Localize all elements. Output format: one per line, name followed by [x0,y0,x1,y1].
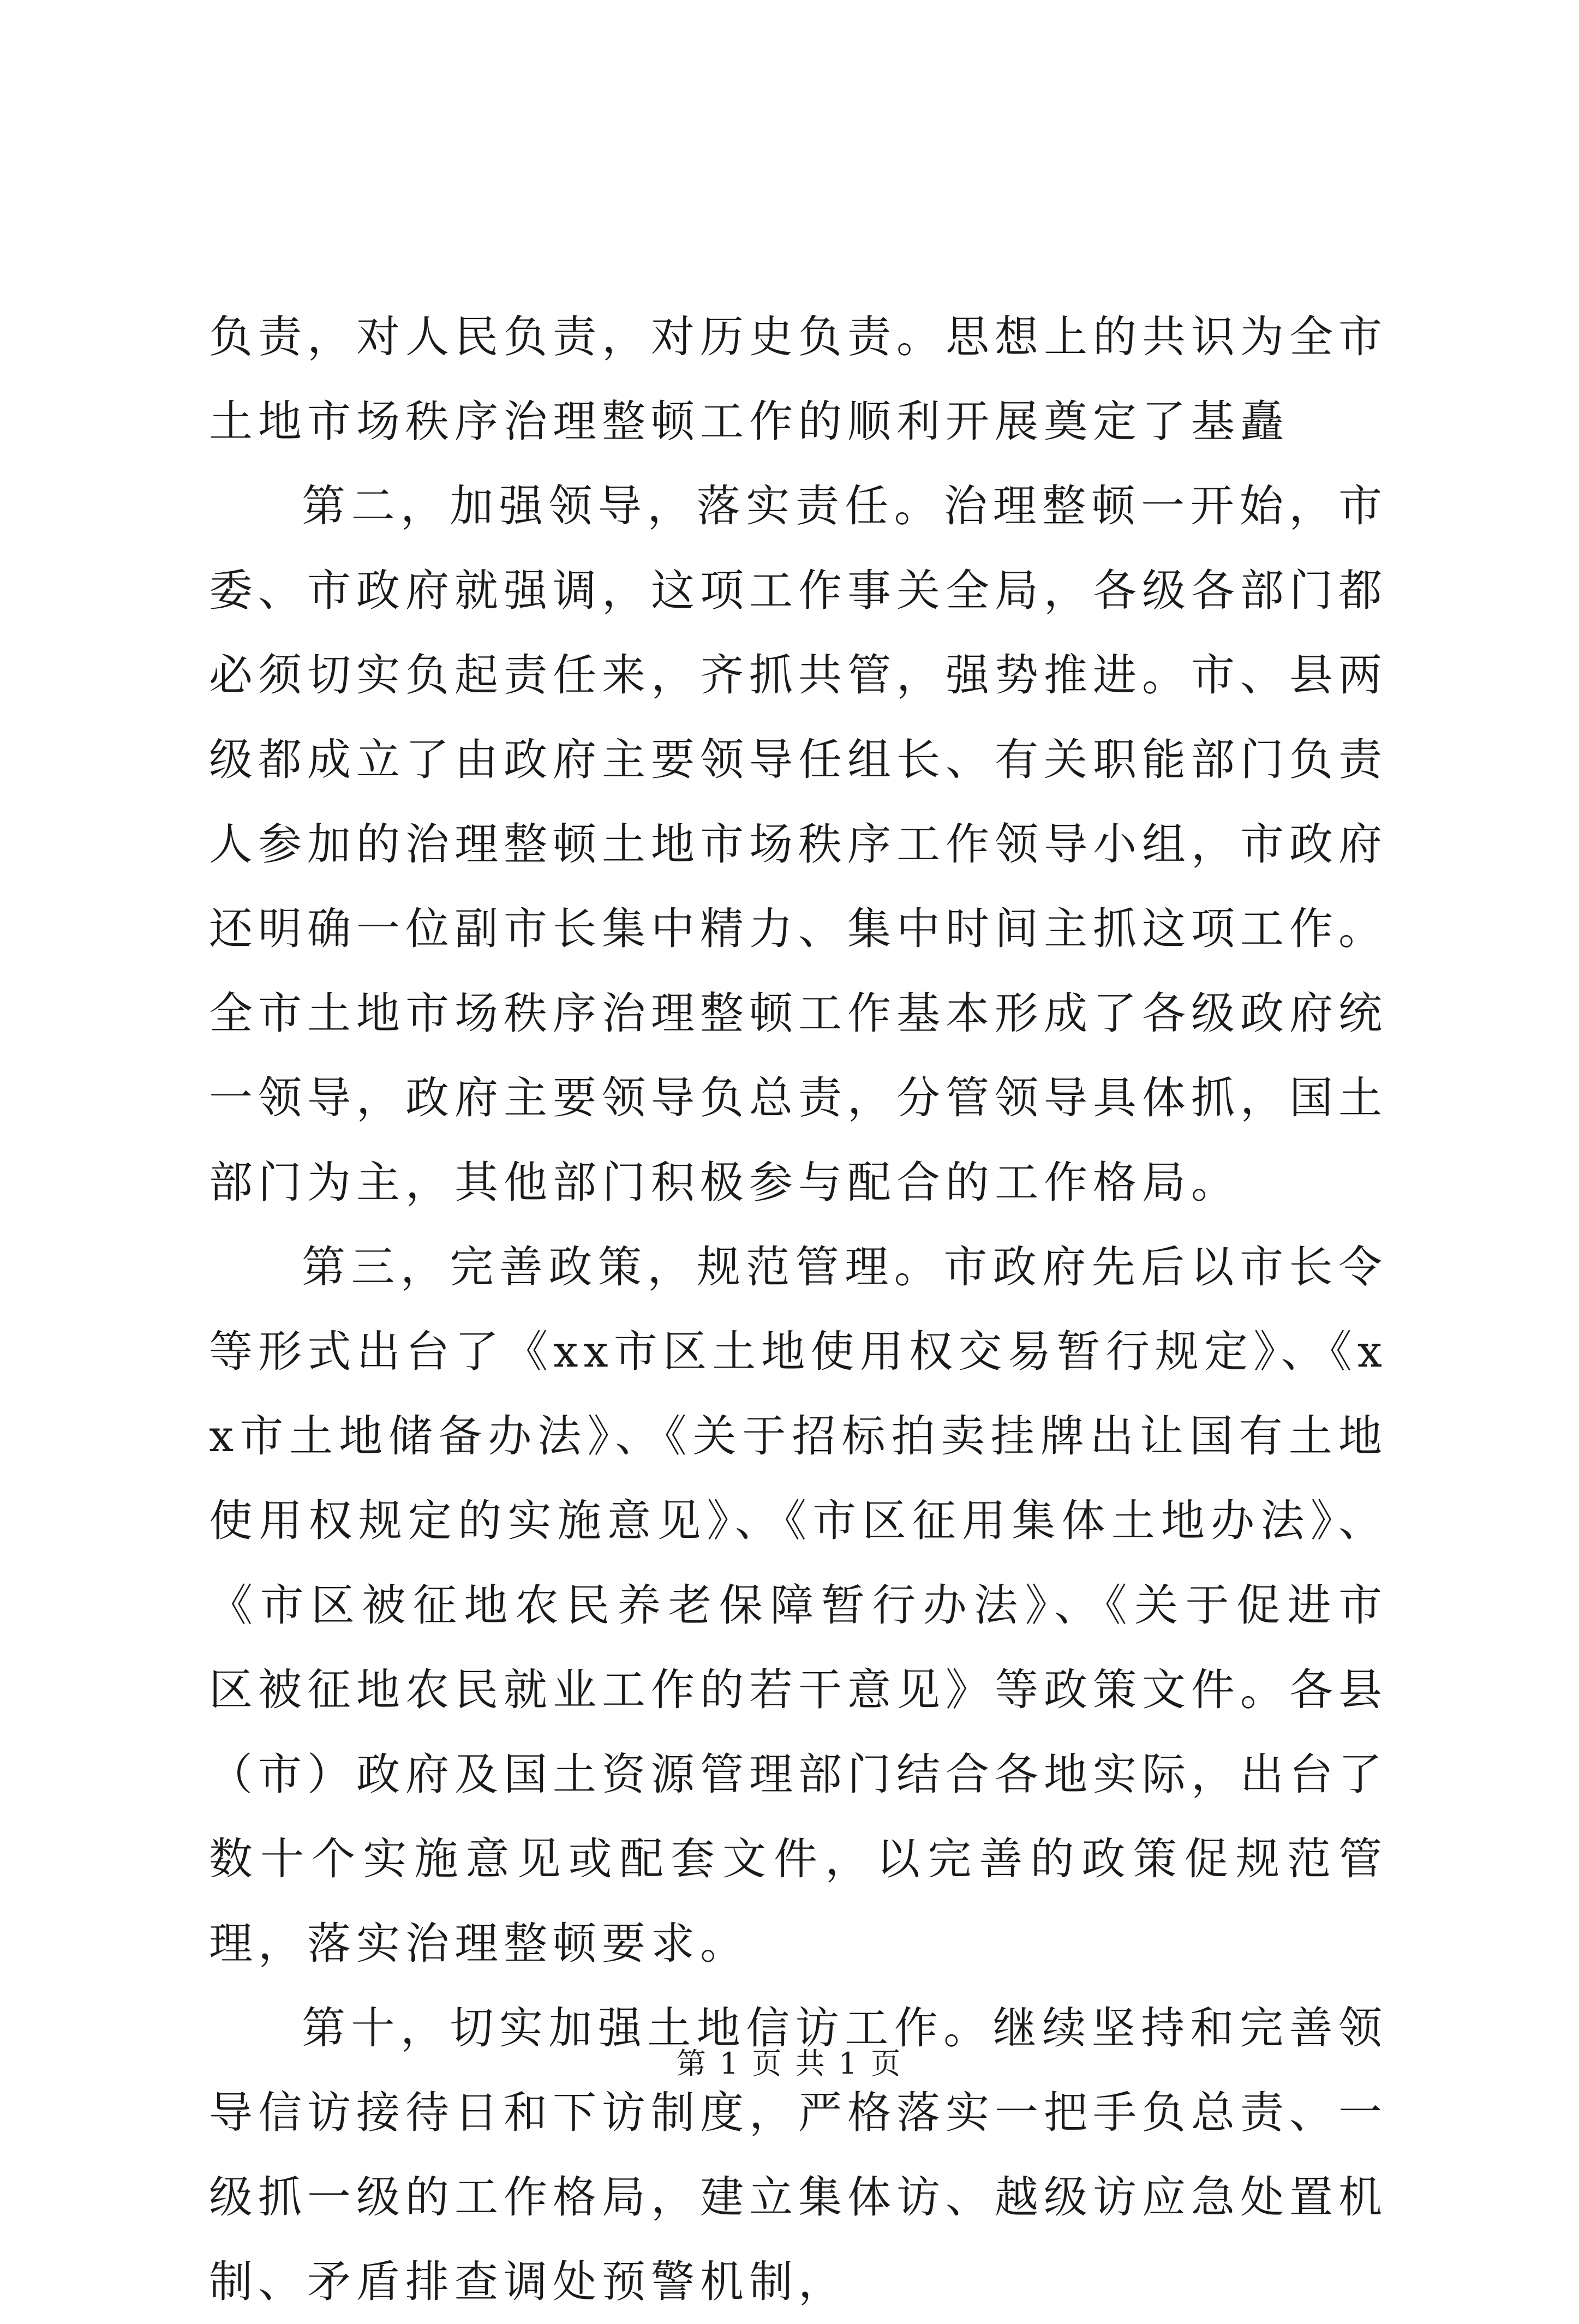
paragraph-2: 第二，加强领导，落实责任。治理整顿一开始，市委、市政府就强调，这项工作事关全局，各级各部门都必须切实负起责任来，齐抓共管，强势推进。市、县两级都成立了由政府主要领导任组长、有关职能部门负责人参加的治理整顿土地市场秩序工作领导小组，市政府还明确一位副市长集中精力、集中时间主抓这项工作。全市土地市场秩序治理整顿工作基本形成了各级政府统一领导，政府主要领导负总责，分管领导具体抓，国土部门为主，其他部门积极参与配合的工作格局。 [209,481,1387,1208]
document-body [209,295,1387,2324]
paragraph-4: 第十，切实加强土地信访工作。继续坚持和完善领导信访接待日和下访制度，严格落实一把手负总责、一级抓一级的工作格局，建立集体访、越级访应急处置机制、矛盾排查调处预警机制， [209,2003,1387,2307]
paragraph-1: 负责，对人民负责，对历史负责。思想上的共识为全市土地市场秩序治理整顿工作的顺利开展奠定了基矗 [209,312,1387,447]
paragraph-3: 第三，完善政策，规范管理。市政府先后以市长令等形式出台了《xx市区土地使用权交易暂行规定》、《xx市土地储备办法》、《关于招标拍卖挂牌出让国有土地使用权规定的实施意见》、《市区征用集体土地办法》、《市区被征地农民养老保障暂行办法》、《关于促进市区被征地农民就业工作的若干意见》等政策文件。各县（市）政府及国土资源管理部门结合各地实际，出台了数十个实施意见或配套文件，以完善的政策促规范管理，落实治理整顿要求。 [209,1242,1387,1969]
page-footer: 第 1 页 共 1 页 [676,2046,903,2081]
